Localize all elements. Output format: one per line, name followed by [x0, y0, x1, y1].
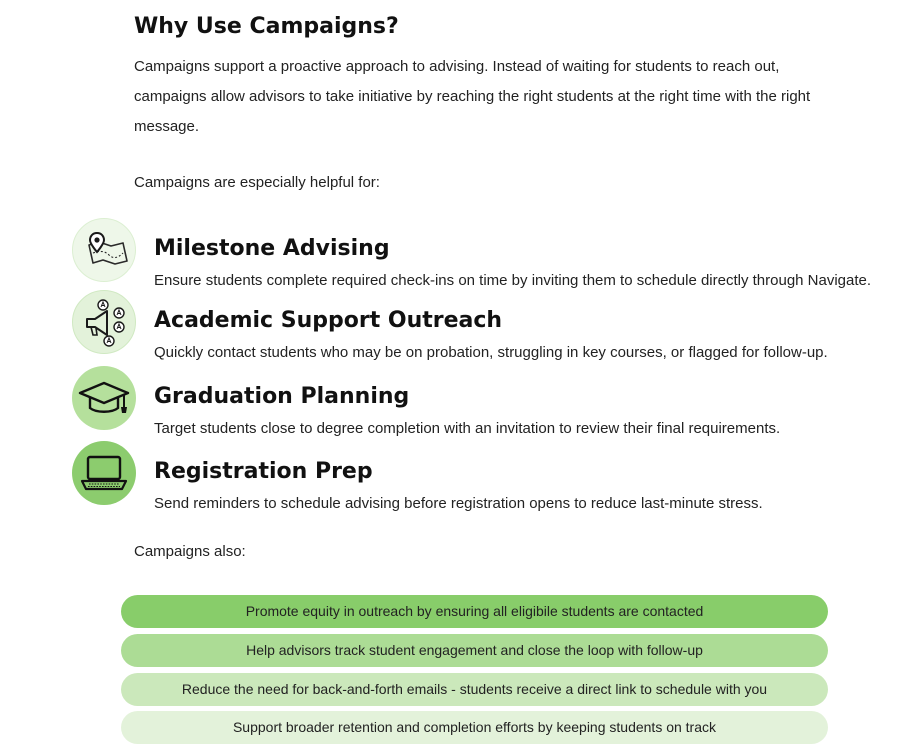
- intro-paragraph: Campaigns support a proactive approach to advising. Instead of waiting for students to reach out, campaigns allow advisors to take initiative by reaching the right students at the right time with the right message.: [134, 58, 811, 135]
- use-case-title: Graduation Planning: [154, 384, 410, 409]
- use-case-registration-prep: [72, 441, 902, 511]
- also-lead-text: Campaigns also:: [134, 543, 246, 560]
- use-case-description: Quickly contact students who may be on probation, struggling in key courses, or flagged for follow-up.: [154, 344, 828, 361]
- use-case-graduation-planning: [72, 366, 902, 436]
- benefit-pill: Reduce the need for back-and-forth emails - students receive a direct link to schedule with you: [121, 673, 828, 706]
- graduation-cap-icon: [72, 366, 136, 430]
- use-case-title: Academic Support Outreach: [154, 308, 503, 333]
- use-case-academic-support-outreach: [72, 290, 902, 360]
- helpful-lead-text: Campaigns are especially helpful for:: [134, 174, 380, 191]
- map-pin-icon: [72, 218, 136, 282]
- use-case-title: Registration Prep: [154, 459, 373, 484]
- use-case-description: Send reminders to schedule advising before registration opens to reduce last-minute stress.: [154, 495, 763, 512]
- use-case-description: Target students close to degree completion with an invitation to review their final requirements.: [154, 420, 781, 437]
- benefit-pill: Support broader retention and completion efforts by keeping students on track: [121, 711, 828, 744]
- section-heading: Why Use Campaigns?: [134, 14, 399, 39]
- use-case-description: Ensure students complete required check-ins on time by inviting them to schedule directly through Navigate.: [154, 272, 872, 289]
- use-case-title: Milestone Advising: [154, 236, 390, 261]
- use-case-milestone-advising: [72, 218, 902, 288]
- benefit-pill: Promote equity in outreach by ensuring all eligibile students are contacted: [121, 595, 828, 628]
- benefit-pill: Help advisors track student engagement and close the loop with follow-up: [121, 634, 828, 667]
- laptop-icon: [72, 441, 136, 505]
- megaphone-icon: [72, 290, 136, 354]
